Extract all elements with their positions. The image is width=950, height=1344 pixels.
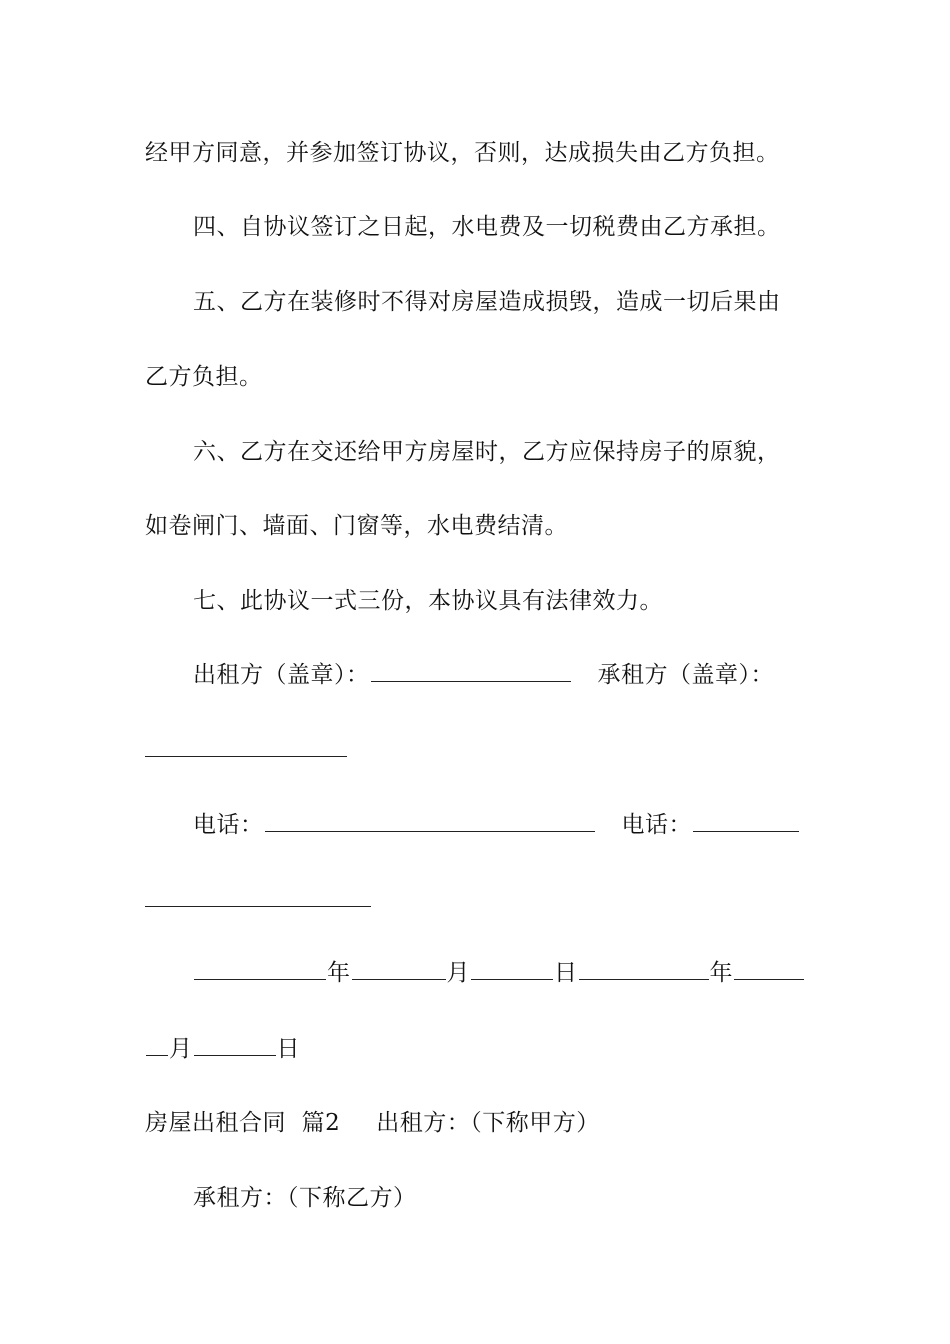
clause-5: 五、乙方在装修时不得对房屋造成损毁，造成一切后果由 (193, 289, 781, 315)
phone-label-lessee: 电话： (621, 812, 692, 838)
clause-7: 七、此协议一式三份，本协议具有法律效力。 (193, 588, 663, 614)
lessee-seal-label: 承租方（盖章）： (597, 662, 774, 688)
clause-4: 四、自协议签订之日起，水电费及一切税费由乙方承担。 (193, 214, 781, 240)
date-row (193, 958, 805, 988)
day-blank-2 (194, 1035, 276, 1056)
phone-blank-lessee-end (145, 906, 371, 907)
phone-row (193, 810, 800, 840)
lessor-seal-label: 出租方（盖章）： (193, 662, 370, 688)
month-blank-1 (352, 959, 446, 980)
clause-6: 六、乙方在交还给甲方房屋时，乙方应保持房子的原貌， (193, 439, 781, 465)
clause-5-continued: 乙方负担。 (145, 364, 263, 390)
paragraph-line: 经甲方同意，并参加签订协议，否则，达成损失由乙方负担。 (145, 140, 780, 166)
month-label-1: 月 (446, 960, 470, 986)
year-blank-2 (579, 959, 709, 980)
month-blank-2-end (146, 1035, 168, 1056)
signature-row (193, 660, 774, 690)
section-2-heading-row (145, 1108, 600, 1138)
month-label-2: 月 (169, 1036, 193, 1062)
day-label-2: 日 (276, 1036, 300, 1062)
year-blank-1 (194, 959, 326, 980)
phone-blank-lessor (265, 811, 595, 832)
year-label-2: 年 (709, 960, 733, 986)
phone-blank-lessee-start (693, 811, 799, 832)
day-blank-1 (471, 959, 553, 980)
lessor-seal-blank (371, 661, 571, 682)
year-label-1: 年 (327, 960, 351, 986)
section-2-lessee: 承租方：（下称乙方） (193, 1185, 417, 1211)
date-row-continued (145, 1034, 300, 1064)
day-label-1: 日 (554, 960, 578, 986)
section-2-title: 房屋出租合同 篇2 (145, 1110, 341, 1136)
section-2-lessor: 出租方：（下称甲方） (376, 1110, 600, 1136)
clause-6-continued: 如卷闸门、墙面、门窗等，水电费结清。 (145, 513, 568, 539)
month-blank-2-start (734, 959, 804, 980)
phone-label-lessor: 电话： (193, 812, 264, 838)
lessee-seal-blank (145, 756, 347, 757)
